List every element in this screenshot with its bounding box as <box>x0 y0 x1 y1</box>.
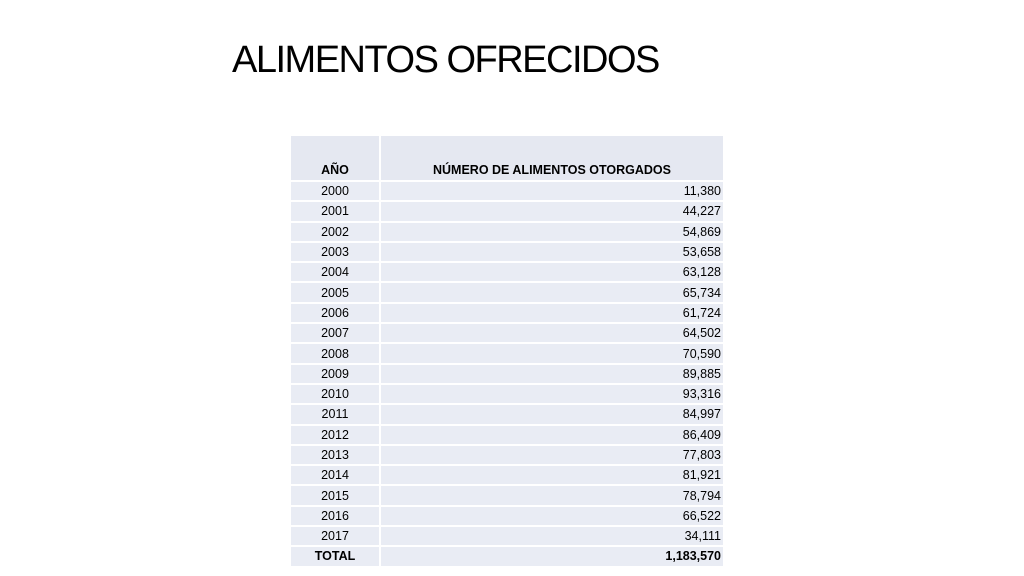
count-cell: 54,869 <box>380 222 724 242</box>
year-cell: 2000 <box>291 181 380 201</box>
year-column-header: AÑO <box>291 136 380 181</box>
count-cell: 77,803 <box>380 445 724 465</box>
year-cell: 2010 <box>291 384 380 404</box>
year-cell: 2001 <box>291 201 380 221</box>
year-cell: 2011 <box>291 404 380 424</box>
table-row <box>291 465 724 485</box>
total-value: 1,183,570 <box>380 546 724 566</box>
count-cell: 44,227 <box>380 201 724 221</box>
count-cell: 53,658 <box>380 242 724 262</box>
year-cell: 2015 <box>291 485 380 505</box>
table-row <box>291 282 724 302</box>
table-body <box>291 181 724 567</box>
table-row <box>291 526 724 546</box>
table-row <box>291 201 724 221</box>
year-cell: 2004 <box>291 262 380 282</box>
count-cell: 11,380 <box>380 181 724 201</box>
count-cell: 89,885 <box>380 364 724 384</box>
table-row <box>291 242 724 262</box>
year-cell: 2016 <box>291 506 380 526</box>
year-cell: 2008 <box>291 343 380 363</box>
year-cell: 2009 <box>291 364 380 384</box>
year-cell: 2017 <box>291 526 380 546</box>
table-row <box>291 445 724 465</box>
table-row <box>291 323 724 343</box>
count-cell: 84,997 <box>380 404 724 424</box>
table-row <box>291 181 724 201</box>
count-column-header: NÚMERO DE ALIMENTOS OTORGADOS <box>380 136 724 181</box>
count-cell: 93,316 <box>380 384 724 404</box>
year-cell: 2003 <box>291 242 380 262</box>
count-cell: 70,590 <box>380 343 724 363</box>
year-cell: 2002 <box>291 222 380 242</box>
year-cell: 2006 <box>291 303 380 323</box>
count-cell: 81,921 <box>380 465 724 485</box>
count-cell: 66,522 <box>380 506 724 526</box>
table-row <box>291 425 724 445</box>
table-row <box>291 404 724 424</box>
total-row <box>291 546 724 566</box>
year-cell: 2012 <box>291 425 380 445</box>
count-cell: 78,794 <box>380 485 724 505</box>
year-cell: 2014 <box>291 465 380 485</box>
total-label: TOTAL <box>291 546 380 566</box>
slide-title: ALIMENTOS OFRECIDOS <box>232 39 659 81</box>
count-cell: 34,111 <box>380 526 724 546</box>
year-cell: 2007 <box>291 323 380 343</box>
table-header-row <box>291 136 724 181</box>
count-cell: 86,409 <box>380 425 724 445</box>
count-cell: 65,734 <box>380 282 724 302</box>
table-row <box>291 262 724 282</box>
table-row <box>291 506 724 526</box>
count-cell: 63,128 <box>380 262 724 282</box>
table-row <box>291 222 724 242</box>
count-cell: 64,502 <box>380 323 724 343</box>
table-row <box>291 384 724 404</box>
table-row <box>291 364 724 384</box>
year-cell: 2005 <box>291 282 380 302</box>
table-row <box>291 303 724 323</box>
table-row <box>291 485 724 505</box>
year-cell: 2013 <box>291 445 380 465</box>
food-count-table <box>291 136 725 568</box>
count-cell: 61,724 <box>380 303 724 323</box>
table-row <box>291 343 724 363</box>
